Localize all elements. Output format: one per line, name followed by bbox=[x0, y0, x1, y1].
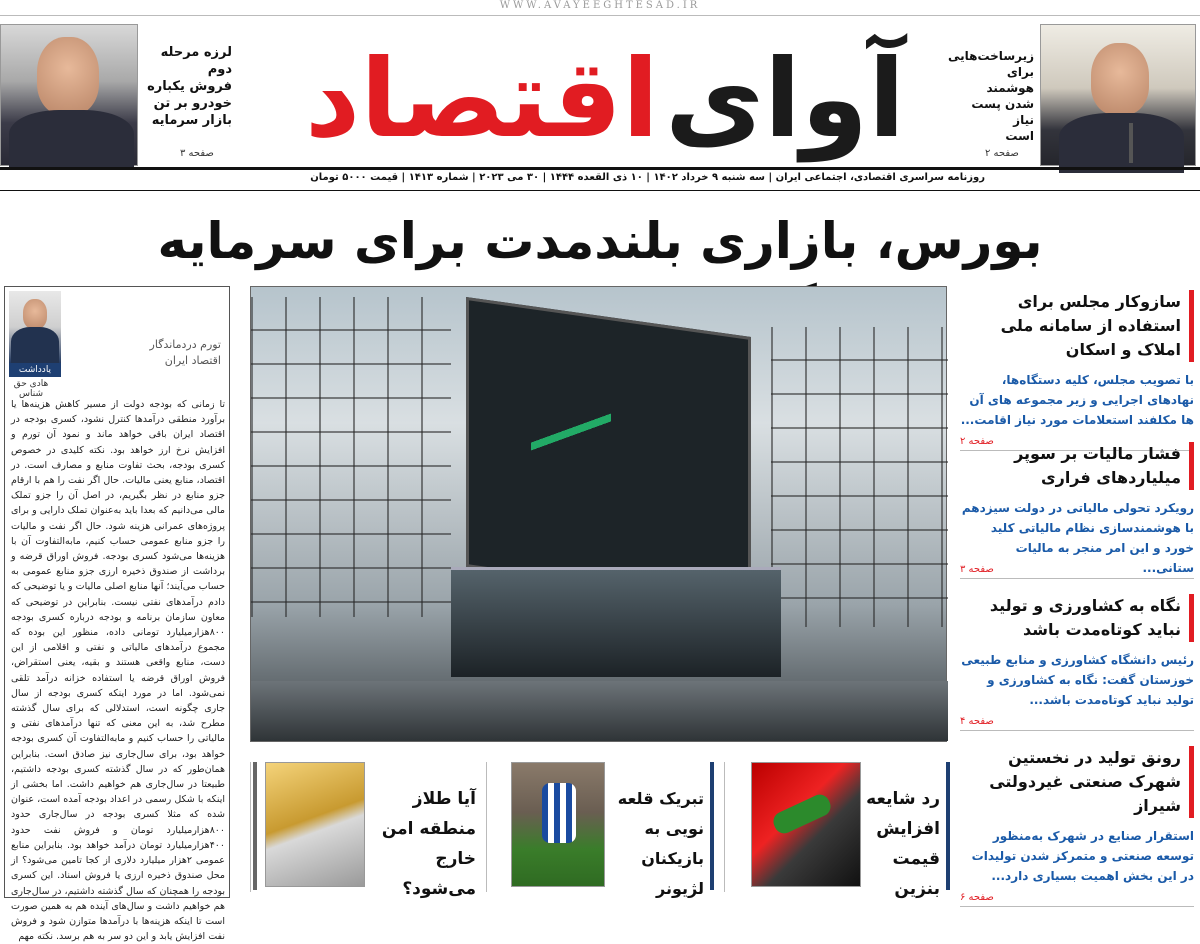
teaser-right-line-4: است bbox=[1005, 129, 1034, 143]
bottom-teaser-football-text: تبریک قلعه نویی به بازیکنان لژیونر bbox=[617, 789, 704, 898]
right-column bbox=[960, 286, 1194, 903]
right-story-1-body: با تصویب مجلس، کلیه دستگاه‌ها، نهادهای اجرایی و زیر مجموعه های آن ها مکلفند استعلامات مورد نیاز اقامت... bbox=[960, 373, 1194, 427]
stock-chart-icon bbox=[531, 407, 611, 457]
main-headline[interactable]: بورس، بازاری بلندمدت برای سرمایه bbox=[157, 212, 1043, 270]
teaser-accent-bar bbox=[946, 762, 950, 890]
teaser-left-photo bbox=[0, 24, 138, 166]
teaser-accent-bar bbox=[710, 762, 714, 890]
teaser-right-line-3: شدن پست نیاز bbox=[971, 97, 1034, 127]
teaser-right-text[interactable] bbox=[947, 48, 1034, 144]
teaser-left-line-2: فروش یکباره bbox=[147, 79, 232, 94]
right-story-3-headline: نگاه به کشاورزی و تولید نباید کوتاه‌مدت باشد bbox=[960, 594, 1194, 642]
teaser-accent-bar bbox=[253, 762, 257, 890]
columnist-photo bbox=[9, 291, 61, 363]
opinion-column bbox=[4, 286, 230, 943]
teaser-left-page: صفحه ۳ bbox=[180, 148, 214, 159]
football-player-image bbox=[511, 762, 605, 887]
columnist-name: هادی حق شناس bbox=[13, 379, 49, 399]
right-story-1[interactable] bbox=[960, 290, 1194, 451]
right-story-4-headline: رونق تولید در نخستین شهرک صنعتی غیردولتی شیراز bbox=[960, 746, 1194, 818]
teaser-left-text[interactable] bbox=[140, 44, 232, 129]
teaser-right-page: صفحه ۲ bbox=[985, 148, 1019, 159]
right-story-3-body: رئیس دانشگاه کشاورزی و منابع طبیعی خوزستان گفت: نگاه به کشاورزی و تولید نباید کوتاه‌مدت باشد... bbox=[961, 653, 1194, 707]
top-divider bbox=[0, 15, 1200, 16]
logo-part-2: اقتصاد bbox=[304, 37, 660, 162]
right-story-1-headline: سازوکار مجلس برای استفاده از سامانه ملی املاک و اسکان bbox=[960, 290, 1194, 362]
opinion-title[interactable]: تورم دردماندگار اقتصاد ایران bbox=[149, 338, 221, 367]
dateline: روزنامه سراسری اقتصادی، اجتماعی ایران | سه شنبه ۹ خرداد ۱۴۰۲ | ۱۰ ذی القعده ۱۴۴۴ | ۳۰ می ۲۰۲۳ | شماره ۱۴۱۳ | قیمت ۵۰۰۰ تومان bbox=[310, 172, 985, 183]
logo-part-1: آوای bbox=[665, 37, 906, 162]
bottom-teaser-gold-text: آیا طلاز منطقه امن خارج می‌شود؟ bbox=[381, 789, 476, 899]
bottom-teaser-gold[interactable] bbox=[250, 762, 484, 899]
right-story-4-page: صفحه ۶ bbox=[960, 892, 1194, 907]
masthead-logo[interactable] bbox=[240, 24, 970, 162]
fuel-nozzle-image bbox=[751, 762, 861, 887]
teaser-right-line-1: زیرساخت‌هایی bbox=[947, 49, 1034, 63]
building-windows-left bbox=[251, 297, 451, 617]
right-story-1-page: صفحه ۲ bbox=[960, 436, 1194, 451]
right-story-3[interactable] bbox=[960, 594, 1194, 731]
right-story-4-body: استقرار صنایع در شهرک به‌منظور توسعه صنعتی و متمرکز شدن تولیدات در این بخش اهمیت بسیاری دارد... bbox=[971, 829, 1194, 883]
bottom-teaser-football[interactable] bbox=[486, 762, 722, 898]
right-story-3-page: صفحه ۴ bbox=[960, 716, 1194, 731]
lobby-floor bbox=[251, 681, 948, 741]
entrance-glass bbox=[451, 567, 781, 677]
opinion-tag: یادداشت bbox=[9, 363, 61, 377]
right-story-4[interactable] bbox=[960, 746, 1194, 907]
right-story-2[interactable] bbox=[960, 442, 1194, 579]
right-story-2-page: صفحه ۳ bbox=[960, 564, 1194, 579]
dateline-rule bbox=[0, 190, 1200, 191]
building-windows-right bbox=[771, 327, 948, 627]
microphone-icon bbox=[1129, 123, 1133, 163]
teaser-left-line-4: بازار سرمایه bbox=[151, 113, 232, 128]
teaser-left-line-3: خودرو بر تن bbox=[153, 96, 232, 111]
gold-bars-image bbox=[265, 762, 365, 887]
teaser-left-line-1: لرزه مرحله دوم bbox=[160, 45, 232, 77]
teaser-right-photo bbox=[1040, 24, 1196, 166]
bottom-teaser-fuel-text: رد شایعه افزایش قیمت بنزین bbox=[866, 789, 940, 899]
right-story-2-headline: فشار مالیات بر سوپر میلیاردهای فراری bbox=[960, 442, 1194, 490]
main-photo-stock-exchange[interactable] bbox=[250, 286, 947, 742]
masthead-rule bbox=[0, 167, 1200, 170]
site-url[interactable]: WWW.AVAYEEGHTESAD.IR bbox=[499, 0, 701, 11]
opinion-body: تا زمانی که بودجه دولت از مسیر کاهش هزینه‌ها یا برآورد منطقی درآمدها کنترل نشود، کسری بودجه در اقتصاد ایران باقی خواهد ماند و نمود آن تورم و افزایش نرخ ارز خواهد بود. نکته کلیدی در خصوص کسری بودجه، بحث تفاوت منابع و مصارف است. در اقتصاد، منابع یعنی مالیات. حال اگر نفت را هم با ارقام جزو منابع در نظر بگیریم، در اصل آن را جزو تملک مالی می‌دانیم که بعدا باید به‌عنوان تملک دارایی و برای پروژه‌های عمرانی هزینه شود. حال اگر نفت و مالیات را جزو منابع عمومی حساب کنیم، مابه‌التفاوت آن با هزینه‌ها می‌شود کسری بودجه. فروش اوراق قرضه و برداشت از صندوق ذخیره ارزی جزو منابع عمومی به حساب می‌آیند؛ آنها منابع اصلی مالیات و یا توضیحی که دادم درآمدهای نفتی نیست. بنابراین در توضیحی که معاون سازمان برنامه و بودجه درباره کسری بودجه ۸۰۰هزارمیلیارد تومانی داده، منظور این بوده که مجموع درآمدهای مالیاتی و نفتی و اقلامی از این دست، منابع واقعی هستند و بقیه، یعنی استقراض، فروش اوراق قرضه یا استفاده خزانه درآمد تلقی نمی‌شود. اما در مورد اینکه کسری بودجه از سال جاری چگونه است، استدلالی که برای سال گذشته مطرح شد، به این معنی که تنها درآمدهای نفتی و مالیاتی را حساب کنیم و مابه‌التفاوت آن کسری بودجه خواهد بود، برای سال‌جاری نیز صادق است. بنابراین همان‌طور که در سال گذشته کسری بودجه داشتیم، طبیعتا در سال‌جاری هم خواهیم داشت. اما بخشی از اینکه با شکل رسمی در اعداد بودجه آمده است، عنوان شده که مثلا کسری بودجه در سال‌جاری حدود ۸۰۰هزارمیلیارد تومان و فروش نفت حدود ۴۰۰هزارمیلیارد تومان درآمد خواهد بود. بنابراین منابع عمومی ۲هزار میلیارد دلاری از کجا تامین می‌شود؟ از محل صندوق ذخیره ارزی یا فروش اسناد. این کسری بودجه را همچنان که سال گذشته داشتیم، در سال‌جاری هم خواهیم داشت و سال‌های آینده هم به همین صورت است تا اینکه هزینه‌ها با درآمدها متوازن شود و فروش نفت افزایش یابد و این دو سر به هم برسد. نکته مهم bbox=[11, 399, 225, 943]
bottom-teaser-fuel[interactable] bbox=[724, 762, 954, 899]
right-story-2-body: رویکرد تحولی مالیاتی در دولت سیزدهم با هوشمندسازی نظام مالیاتی کلید خورد و این امر منجر به مالیات ستانی... bbox=[961, 501, 1194, 575]
teaser-right-line-2: برای هوشمند bbox=[986, 65, 1034, 95]
